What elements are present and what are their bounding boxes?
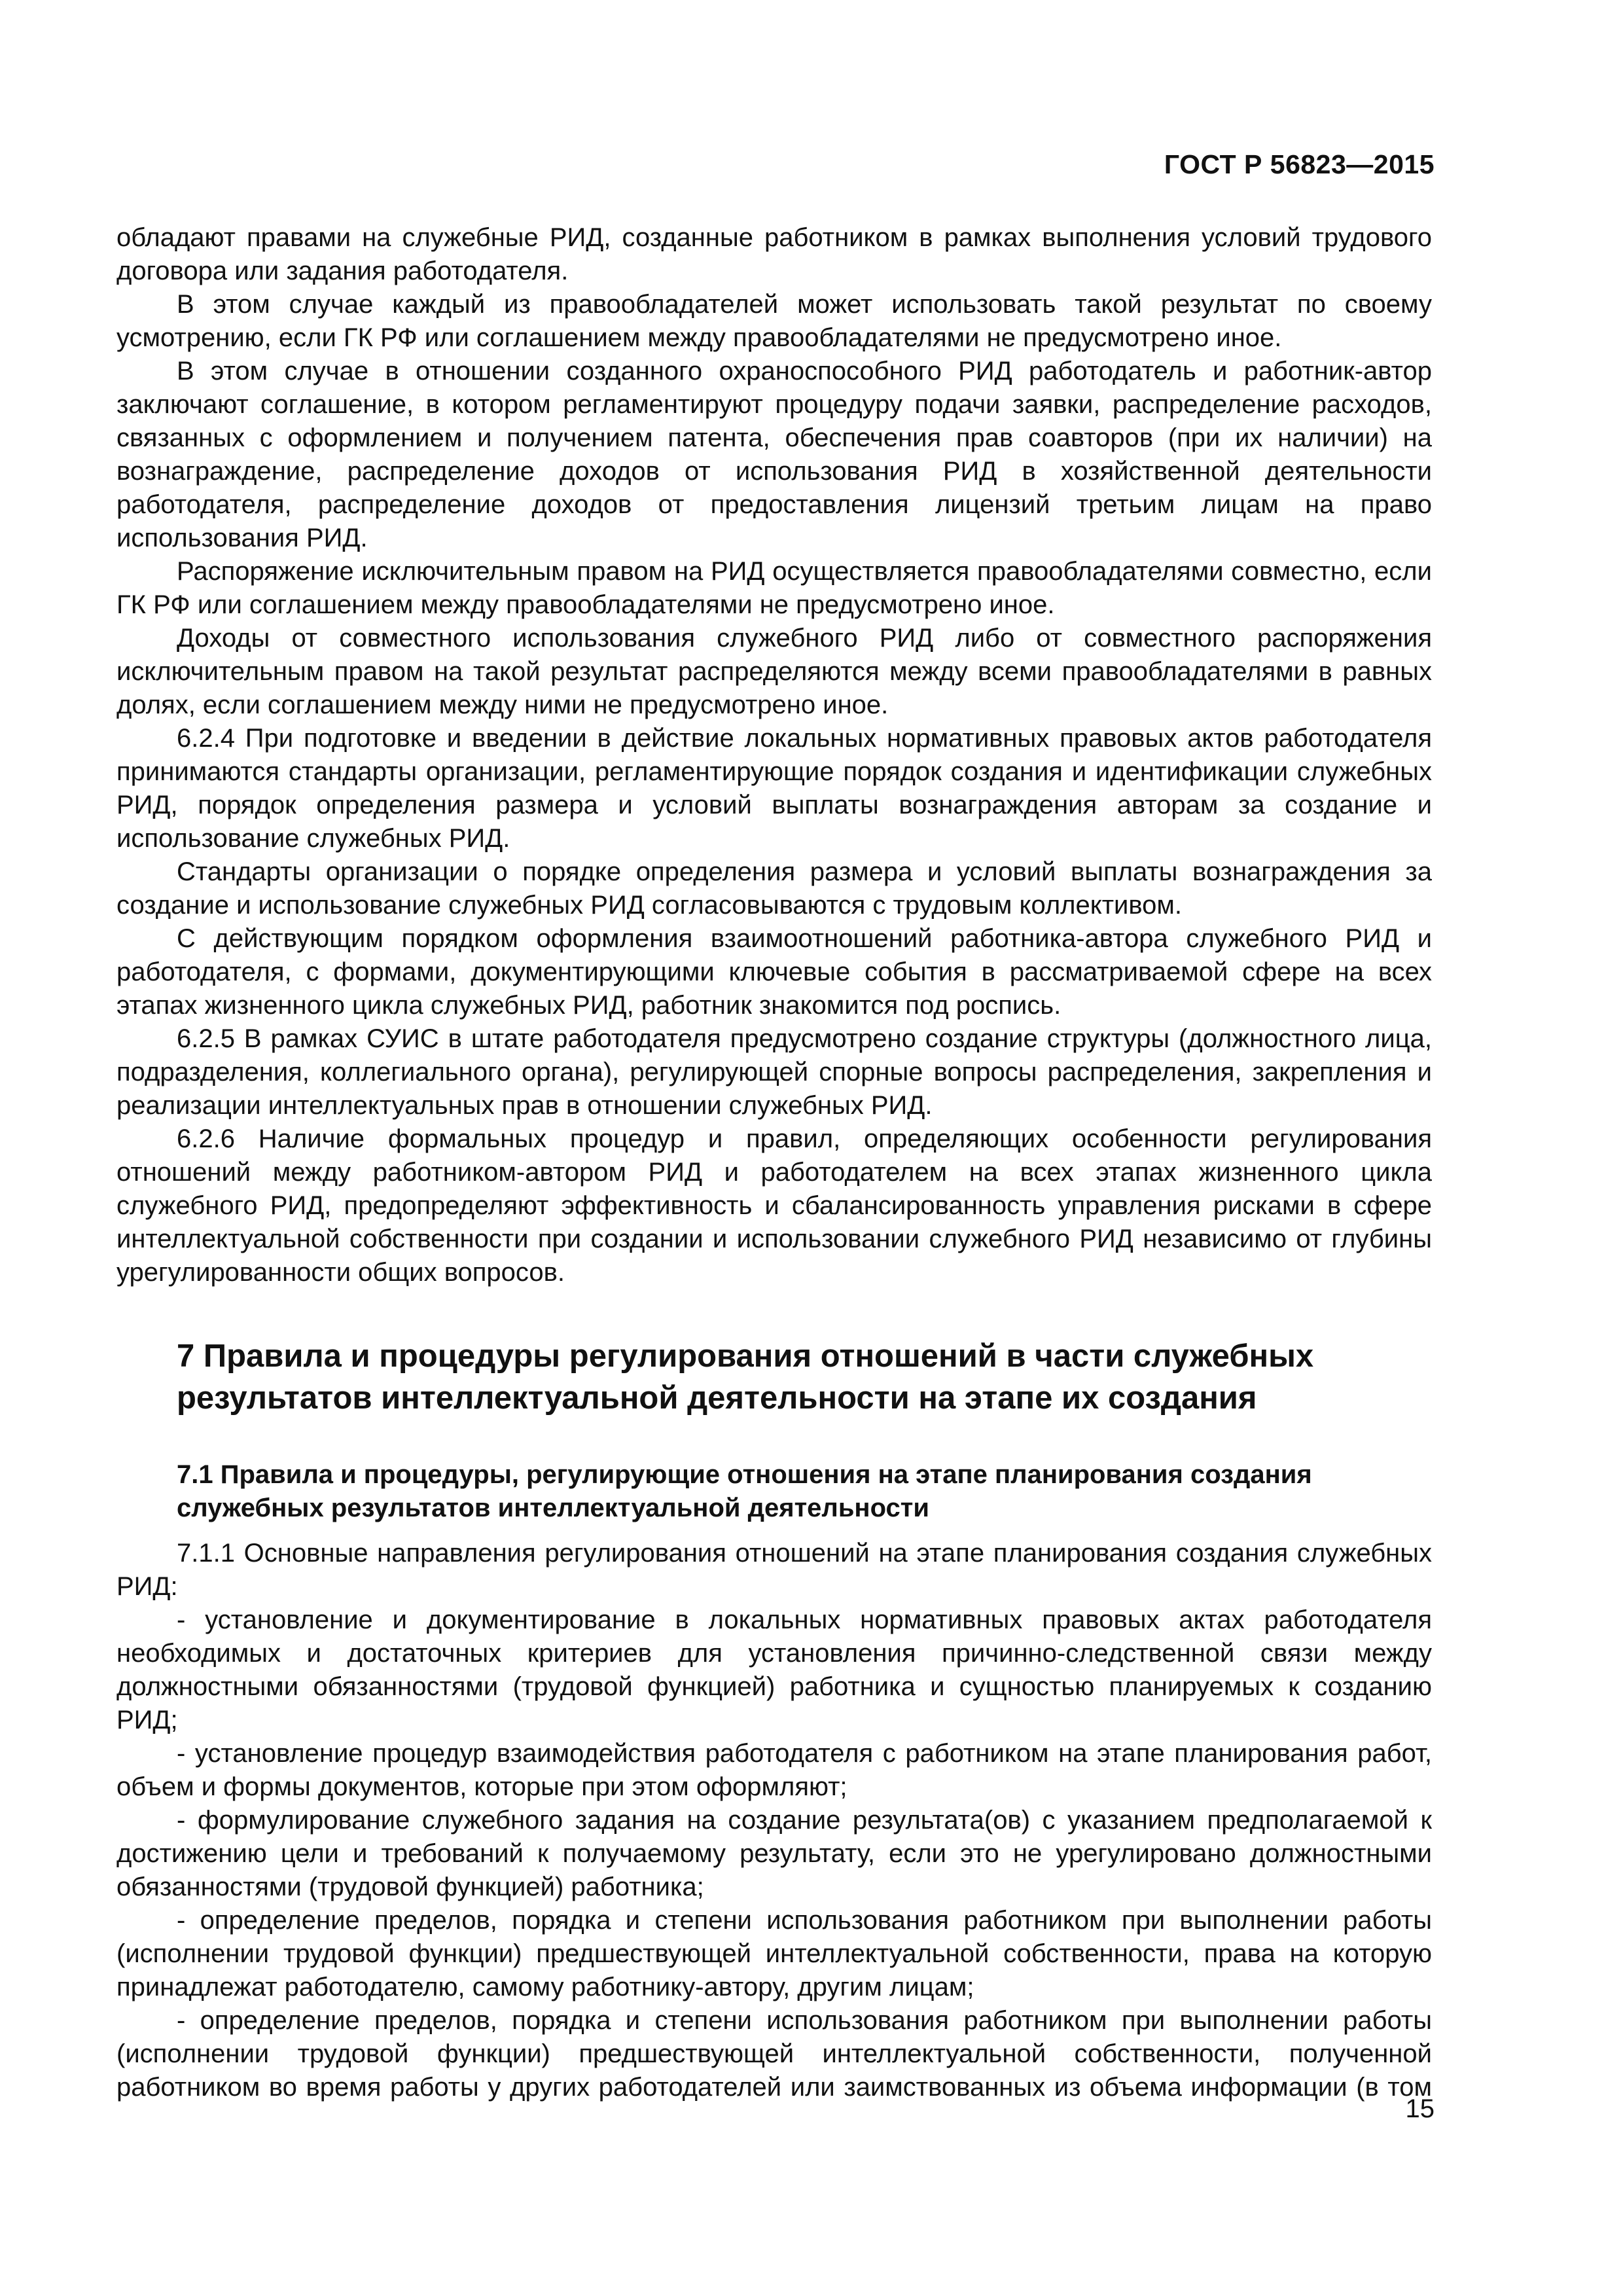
paragraph: В этом случае в отношении созданного охраноспособного РИД работодатель и работник-автор заключают соглашение, в котором регламентируют процедуру подачи заявки, распределение расходов, связанных с оформлением и получением патента, обеспечения прав соавторов (при их наличии) на вознаграждение, распределение доходов от использования РИД в хозяйственной деятельности работодателя, распределение доходов от предоставления лицензий третьим лицам на право использования РИД.	[116, 357, 1432, 552]
paragraph: С действующим порядком оформления взаимоотношений работника-автора служебного РИД и работодателя, с формами, документирующими ключевые события в рассматриваемой сфере на всех этапах жизненного цикла служебных РИД, работник знакомится под роспись.	[116, 924, 1432, 1020]
section-title-line: результатов интеллектуальной деятельности на этапе их создания	[177, 1380, 1257, 1416]
list-item: - установление и документирование в локальных нормативных правовых актах работодателя необходимых и достаточных критериев для установления причинно-следственной связи между должностными обязанностями (трудовой функцией) работника и сущностью планируемых к созданию РИД;	[116, 1605, 1432, 1734]
subsection-7-1-heading	[116, 1458, 1432, 1525]
subsection-title-line: 7.1 Правила и процедуры, регулирующие отношения на этапе планирования создания	[177, 1460, 1312, 1489]
list-item: - формулирование служебного задания на создание результата(ов) с указанием предполагаемой к достижению цели и требований к получаемому результату, если это не урегулировано должностными обязанностями (трудовой функцией) работника;	[116, 1806, 1432, 1901]
paragraph: В этом случае каждый из правообладателей может использовать такой результат по своему усмотрению, если ГК РФ или соглашением между правообладателями не предусмотрено иное.	[116, 290, 1432, 352]
paragraph: Стандарты организации о порядке определения размера и условий выплаты вознаграждения за создание и использование служебных РИД согласовываются с трудовым коллективом.	[116, 857, 1432, 920]
clause-6-2-5: 6.2.5 В рамках СУИС в штате работодателя предусмотрено создание структуры (должностного лица, подразделения, коллегиального органа), регулирующей спорные вопросы распределения, закрепления и реализации интеллектуальных прав в отношении служебных РИД.	[116, 1024, 1432, 1120]
clause-7-1-1: 7.1.1 Основные направления регулирования отношений на этапе планирования создания служебных РИД:	[116, 1539, 1432, 1601]
page-number: 15	[1405, 2094, 1435, 2123]
paragraph: Распоряжение исключительным правом на РИД осуществляется правообладателями совместно, если ГК РФ или соглашением между правообладателями не предусмотрено иное.	[116, 557, 1432, 619]
list-item: - определение пределов, порядка и степени использования работником при выполнении работы (исполнении трудовой функции) предшествующей интеллектуальной собственности, полученной работником во время работы у других работодателей или заимствованных из объема информации (в том	[116, 2006, 1432, 2102]
document-body	[116, 221, 1432, 2104]
section-title-line: 7 Правила и процедуры регулирования отношений в части служебных	[177, 1338, 1314, 1374]
clause-6-2-6: 6.2.6 Наличие формальных процедур и правил, определяющих особенности регулирования отношений между работником-автором РИД и работодателем на всех этапах жизненного цикла служебного РИД, предопределяют эффективность и сбалансированность управления рисками в сфере интеллектуальной собственности при создании и использовании служебного РИД независимо от глубины урегулированности общих вопросов.	[116, 1124, 1432, 1287]
list-item: - определение пределов, порядка и степени использования работником при выполнении работы (исполнении трудовой функции) предшествующей интеллектуальной собственности, права на которую принадлежат работодателю, самому работнику-автору, другим лицам;	[116, 1906, 1432, 2001]
list-item: - установление процедур взаимодействия работодателя с работником на этапе планирования работ, объем и формы документов, которые при этом оформляют;	[116, 1739, 1432, 1801]
section-7-heading	[116, 1335, 1432, 1419]
clause-6-2-4: 6.2.4 При подготовке и введении в действие локальных нормативных правовых актов работодателя принимаются стандарты организации, регламентирующие порядок создания и идентификации служебных РИД, порядок определения размера и условий выплаты вознаграждения авторам за создание и использование служебных РИД.	[116, 724, 1432, 853]
document-number-header: ГОСТ Р 56823—2015	[1164, 149, 1435, 179]
paragraph: Доходы от совместного использования служебного РИД либо от совместного распоряжения исключительным правом на такой результат распределяются между всеми правообладателями в равных долях, если соглашением между ними не предусмотрено иное.	[116, 624, 1432, 719]
subsection-title-line: служебных результатов интеллектуальной деятельности	[177, 1494, 929, 1522]
paragraph: обладают правами на служебные РИД, созданные работником в рамках выполнения условий трудового договора или задания работодателя.	[116, 223, 1432, 285]
